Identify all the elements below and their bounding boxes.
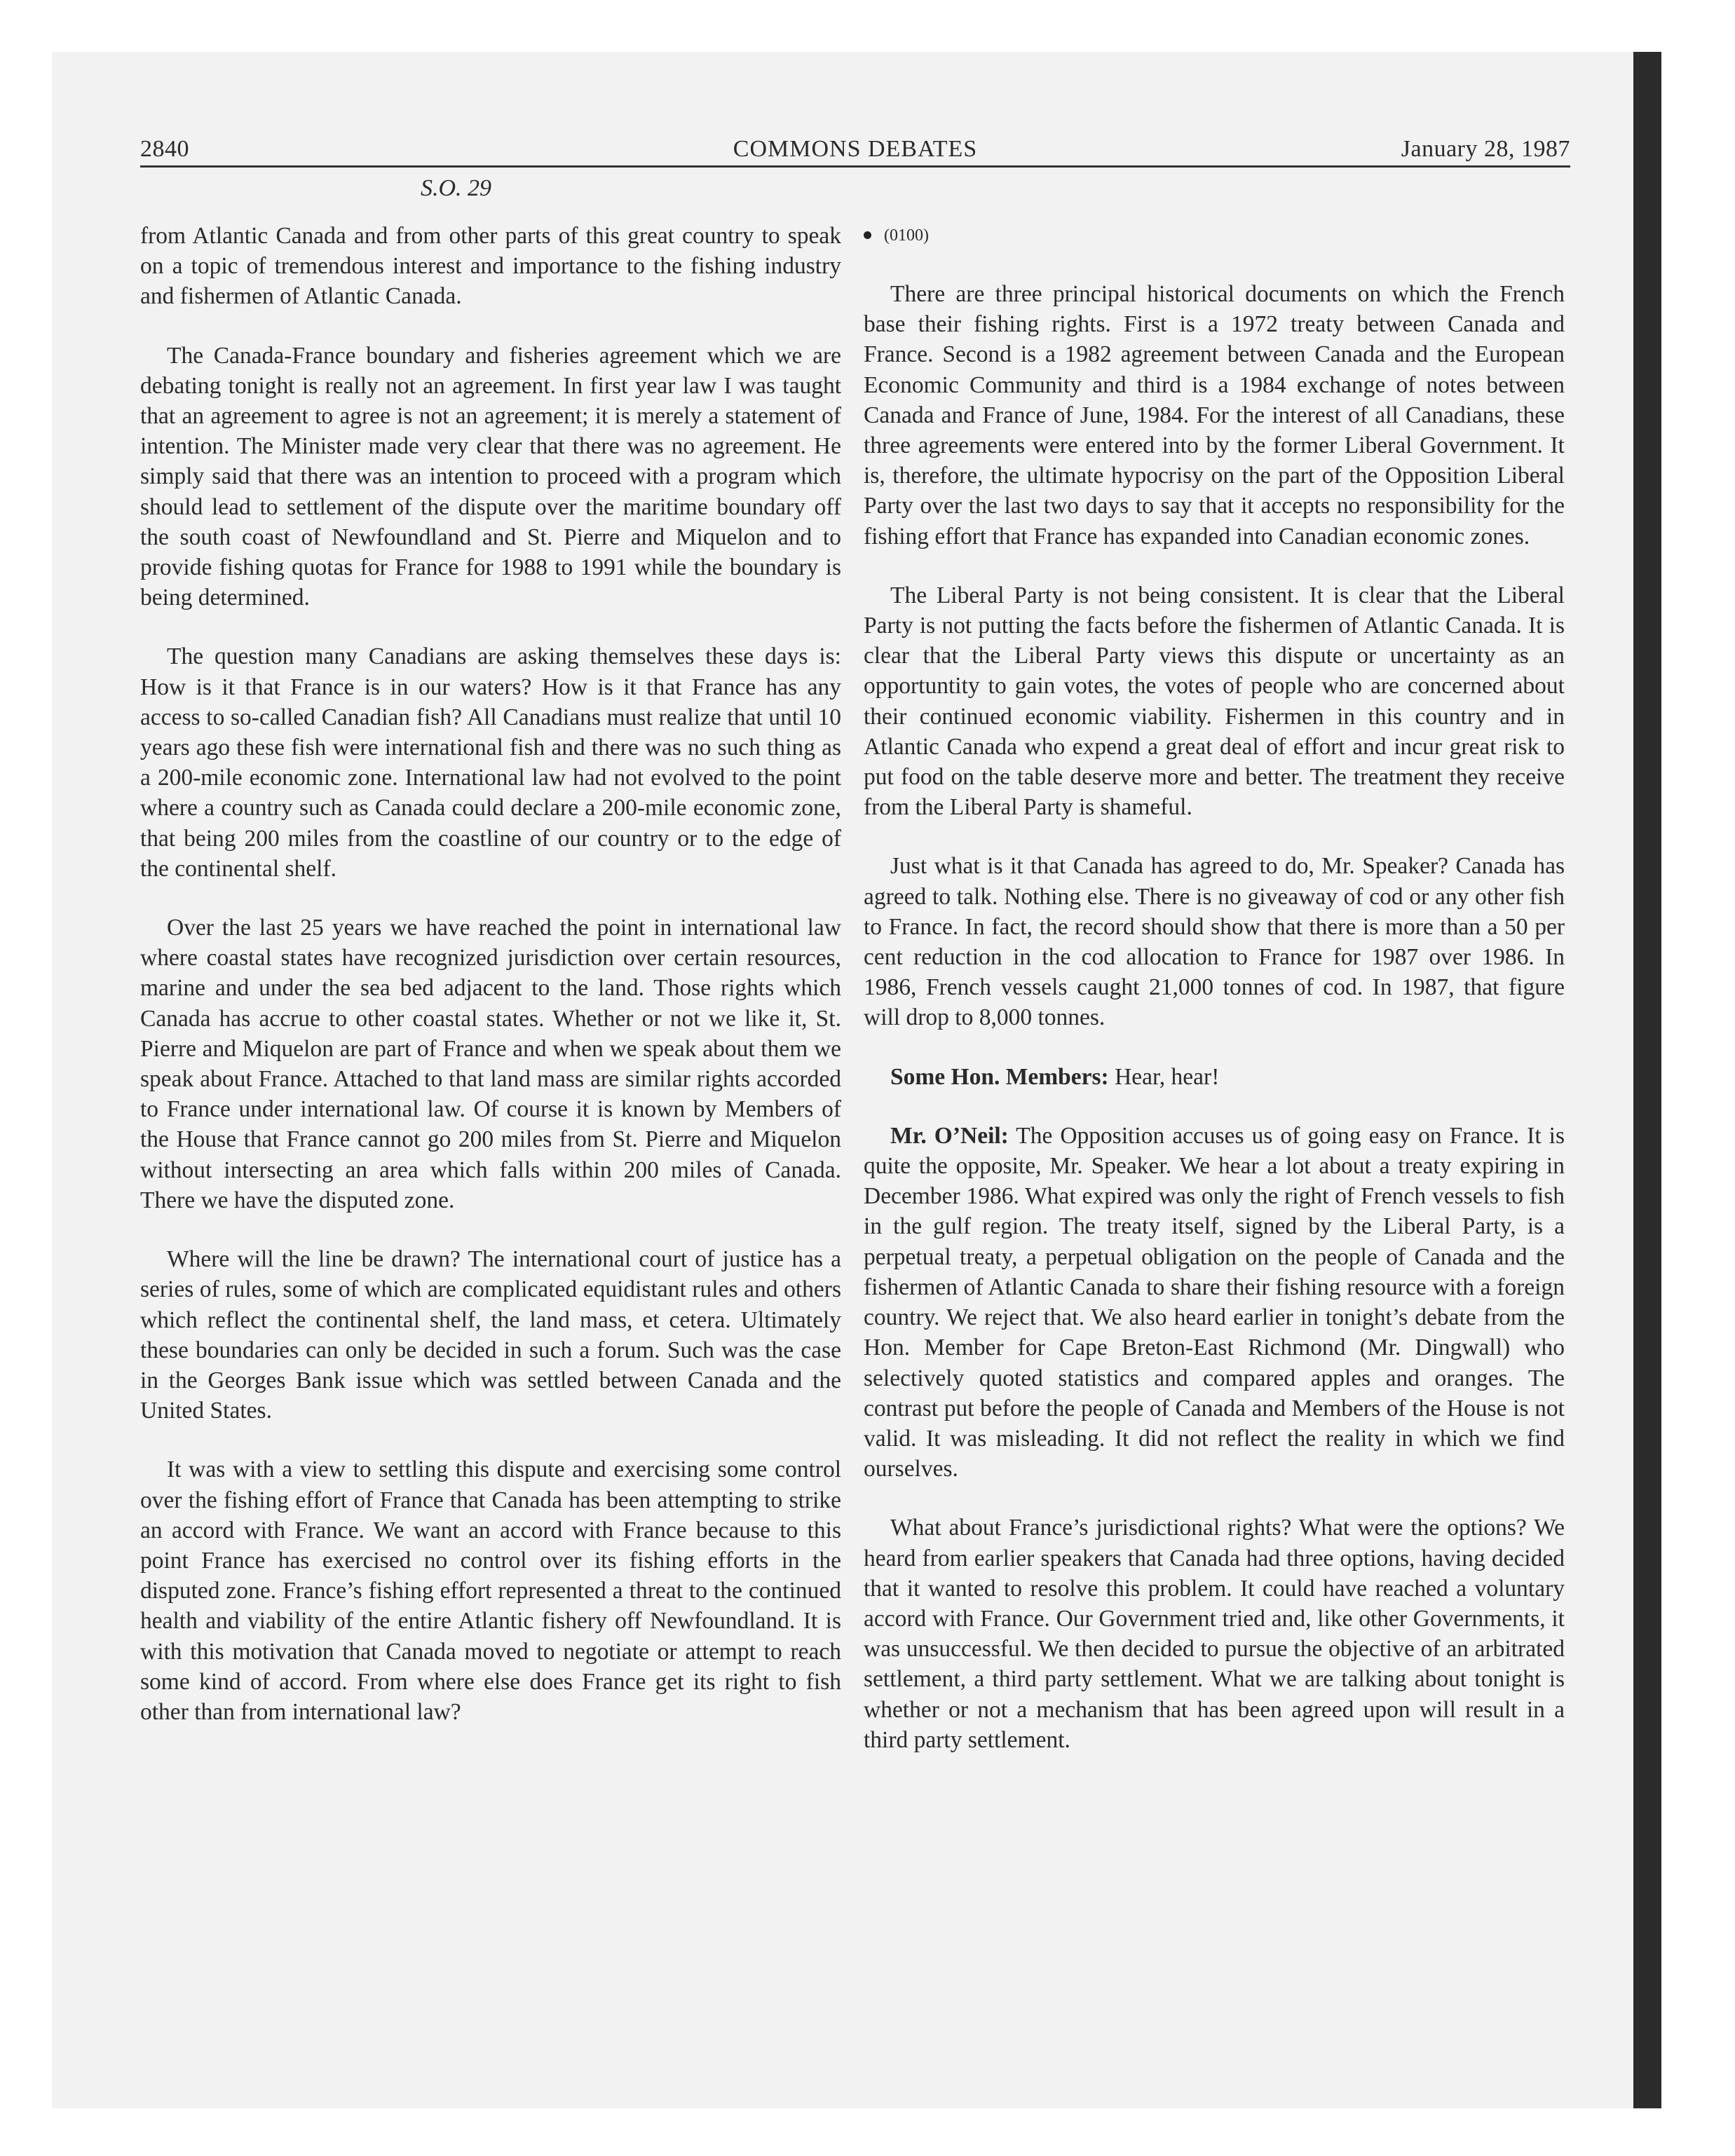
publication-title: COMMONS DEBATES xyxy=(733,136,978,162)
paragraph: What about France’s jurisdictional rights? What were the options? We heard from earlier speakers that Canada had three options, having decided that it wanted to resolve this problem. It could have reached a voluntary accord with France. Our Government tried and, like other Governments, it was unsuccessful. We then decided to pursue the objective of an arbitrated settlement, a third party settlement. What we are talking about tonight is whether or not a mechanism that has been agreed upon will result in a third party settlement. xyxy=(864,1515,1565,1753)
speech xyxy=(864,1121,1565,1484)
paragraph: Where will the line be drawn? The international court of justice has a series of rules, some of which are complicated equidistant rules and others which reflect the continental shelf, the land mass, et cetera. Ultimately these boundaries can only be decided in such a forum. Such was the case in the Georges Bank issue which was settled between Canada and the United States. xyxy=(140,1246,841,1424)
paragraph: It was with a view to settling this dispute and exercising some control over the fishing effort of France that Canada has been attempting to strike an accord with France. We want an accord with France because to this point France has exercised no control over its fishing efforts in the disputed zone. France’s fishing effort represented a threat to the continued health and viability of the entire Atlantic fishery off Newfoundland. It is with this motivation that Canada moved to negotiate or attempt to reach some kind of accord. From where else does France get its right to fish other than from international law? xyxy=(140,1456,841,1725)
paragraph: The Liberal Party is not being consistent. It is clear that the Liberal Party is not putting the facts before the fishermen of Atlantic Canada. It is clear that the Liberal Party views this dispute or uncertainty as an opportuntity to gain votes, the votes of people who are concerned about their continued economic viability. Fishermen in this country and in Atlantic Canada who expend a great deal of effort and incur great risk to put food on the table deserve more and better. The treatment they receive from the Liberal Party is shameful. xyxy=(864,582,1565,821)
paragraph: The question many Canadians are asking themselves these days is: How is it that France is in our waters? How is it that France has any access to so-called Canadian fish? All Canadians must realize that until 10 years ago these fish were international fish and there was no such thing as a 200-mile economic zone. International law had not evolved to the point where a country such as Canada could declare a 200-mile economic zone, that being 200 miles from the coastline of our country or to the edge of the continental shelf. xyxy=(140,643,841,882)
interjection xyxy=(864,1062,1565,1092)
scan-edge-bar xyxy=(1633,52,1661,2108)
page-number: 2840 xyxy=(140,136,189,162)
speaker-name: Mr. O’Neil: xyxy=(890,1122,1009,1149)
paragraph: The Canada-France boundary and fisheries agreement which we are debating tonight is really not an agreement. In first year law I was taught that an agreement to agree is not an agreement; it is merely a statement of intention. The Minister made very clear that there was no agreement. He simply said that there was an intention to proceed with a program which should lead to settlement of the dispute over the maritime boundary off the south coast of Newfoundland and St. Pierre and Miquelon and to provide fishing quotas for France for 1988 to 1991 while the boundary is being determined. xyxy=(140,342,841,611)
speaker-name: Some Hon. Members: xyxy=(890,1063,1109,1090)
speech-text: The Opposition accuses us of going easy on France. It is quite the opposite, Mr. Speaker. We hear a lot about a treaty expiring in December 1986. What expired was only the right of French vessels to fish in the gulf region. The treaty itself, signed by the Liberal Party, is a perpetual treaty, a perpetual obligation on the people of Canada and the fishermen of Atlantic Canada to share their fishing resource with a foreign country. We reject that. We also heard earlier in tonight’s debate from the Hon. Member for Cape Breton-East Richmond (Mr. Dingwall) who selectively quoted statistics and compared apples and oranges. The contrast put before the people of Canada and Members of the House is not valid. It was misleading. It did not reflect the reality in which we find ourselves. xyxy=(864,1122,1565,1482)
time-marker xyxy=(864,221,1565,251)
interjection-text: Hear, hear! xyxy=(1108,1063,1220,1090)
running-header xyxy=(140,126,1570,168)
paragraph: from Atlantic Canada and from other parts of this great country to speak on a topic of tremendous interest and importance to the fishing industry and fishermen of Atlantic Canada. xyxy=(140,223,841,310)
time-marker-text: (0100) xyxy=(884,226,929,245)
left-column xyxy=(140,221,841,1756)
paragraph: There are three principal historical documents on which the French base their fishing rights. First is a 1972 treaty between Canada and France. Second is a 1982 agreement between Canada and the European Economic Community and third is a 1984 exchange of notes between Canada and France of June, 1984. For the interest of all Canadians, these three agreements were entered into by the former Liberal Government. It is, therefore, the ultimate hypocrisy on the part of the Opposition Liberal Party over the last two days to say that it accepts no responsibility for the fishing effort that France has expanded into Canadian economic zones. xyxy=(864,281,1565,550)
bullet-dot-icon xyxy=(864,231,871,239)
paragraph: Just what is it that Canada has agreed to do, Mr. Speaker? Canada has agreed to talk. Nothing else. There is no giveaway of cod or any other fish to France. In fact, the record should show that there is more than a 50 per cent reduction in the cod allocation to France for 1987 over 1986. In 1986, French vessels caught 21,000 tonnes of cod. In 1987, that figure will drop to 8,000 tonnes. xyxy=(864,853,1565,1031)
header-date: January 28, 1987 xyxy=(1401,136,1570,162)
right-column xyxy=(864,221,1565,1784)
paragraph: Over the last 25 years we have reached the point in international law where coastal states have recognized jurisdiction over certain resources, marine and under the sea bed adjacent to the land. Those rights which Canada has accrue to other coastal states. Whether or not we like it, St. Pierre and Miquelon are part of France and when we speak about them we speak about France. Attached to that land mass are similar rights accorded to France under international law. Of course it is known by Members of the House that France cannot go 200 miles from St. Pierre and Miquelon without intersecting an area which falls within 200 miles of Canada. There we have the disputed zone. xyxy=(140,915,841,1213)
standing-order-label: S.O. 29 xyxy=(421,175,492,201)
